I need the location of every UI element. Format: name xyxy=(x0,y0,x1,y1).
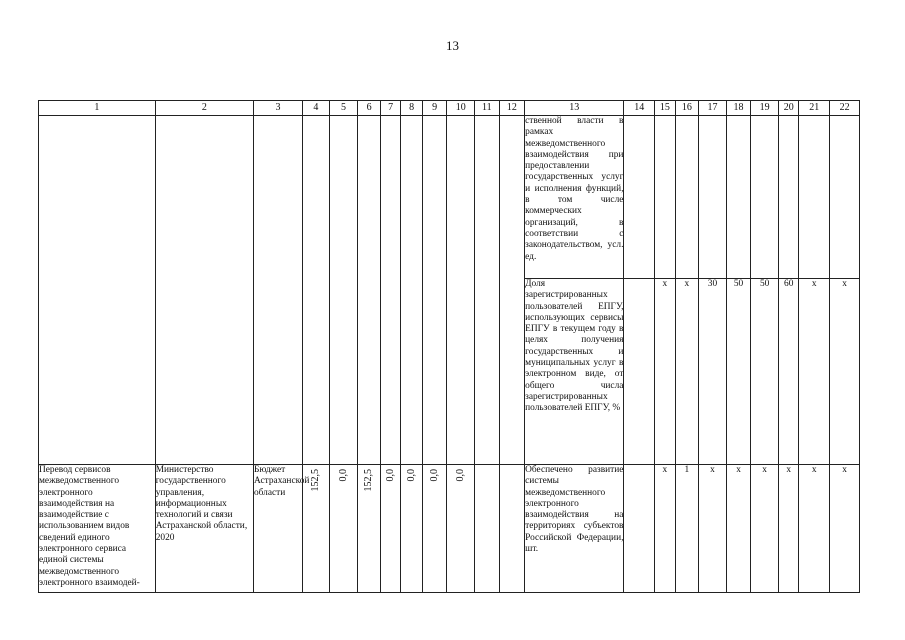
table-row xyxy=(39,116,860,279)
col-header: 3 xyxy=(253,101,302,116)
value-cell: x xyxy=(799,465,830,593)
cell-empty xyxy=(675,116,699,279)
col-header: 4 xyxy=(303,101,330,116)
value-cell: 1 xyxy=(675,465,699,593)
value-cell: x xyxy=(830,465,860,593)
cell-empty xyxy=(475,116,500,465)
cell-empty xyxy=(778,116,798,279)
cell-empty xyxy=(624,116,655,279)
amount-value: 0,0 xyxy=(405,469,417,482)
cell-empty xyxy=(447,116,475,465)
col-header: 15 xyxy=(655,101,675,116)
col-header: 2 xyxy=(155,101,253,116)
value-cell: 50 xyxy=(726,279,751,465)
amount-value: 0,0 xyxy=(428,469,440,482)
value-cell: 30 xyxy=(699,279,727,465)
header-row xyxy=(39,101,860,116)
col-header: 12 xyxy=(499,101,525,116)
col-header: 22 xyxy=(830,101,860,116)
amount-value: 0,0 xyxy=(455,469,467,482)
amount-value: 152,5 xyxy=(363,469,375,492)
value-cell: x xyxy=(778,465,798,593)
value-cell: x xyxy=(675,279,699,465)
amount-cell xyxy=(358,465,381,593)
value-cell: x xyxy=(655,279,675,465)
event-name-cell: Перевод сервисов межведомственного электронного взаимодействия на взаимодействие с использованием видов сведений единого электронного сервиса единой системы межведомственного электронного взаимодей- xyxy=(39,465,156,593)
col-header: 9 xyxy=(422,101,447,116)
amount-value: 0,0 xyxy=(384,469,396,482)
col-header: 7 xyxy=(380,101,400,116)
cell-empty xyxy=(499,465,525,593)
amount-value: 0,0 xyxy=(337,469,349,482)
cell-empty xyxy=(401,116,422,465)
col-header: 11 xyxy=(475,101,500,116)
col-header: 13 xyxy=(525,101,624,116)
cell-empty xyxy=(358,116,381,465)
col-header: 18 xyxy=(726,101,751,116)
indicator-cell: Доля зарегистрированных пользователей ЕПГУ, использующих сервисы ЕПГУ в текущем году в целях получения государственных и муниципальных услуг в электронном виде, от общего числа зарегистрированных пользователей ЕПГУ, % xyxy=(525,279,624,465)
value-cell xyxy=(624,279,655,465)
value-cell: x xyxy=(655,465,675,593)
cell-empty xyxy=(726,116,751,279)
cell-empty xyxy=(799,116,830,279)
amount-cell xyxy=(401,465,422,593)
cell-empty xyxy=(329,116,358,465)
col-header: 14 xyxy=(624,101,655,116)
cell-empty xyxy=(475,465,500,593)
col-header: 20 xyxy=(778,101,798,116)
value-cell: x xyxy=(830,279,860,465)
col-header: 21 xyxy=(799,101,830,116)
col-header: 1 xyxy=(39,101,156,116)
col-header: 10 xyxy=(447,101,475,116)
indicator-cell: ственной власти в рамках межведомственного взаимодействия при предоставлении государственных услуг и исполнения функций, в том числе коммерческих организаций, в соответствии с законодательством, усл. ед. xyxy=(525,116,624,279)
value-cell: 50 xyxy=(751,279,779,465)
funding-source-cell: Бюджет Астраханской области xyxy=(253,465,302,593)
cell-empty xyxy=(751,116,779,279)
amount-value: 152,5 xyxy=(310,469,322,492)
cell-empty xyxy=(699,116,727,279)
col-header: 19 xyxy=(751,101,779,116)
cell-empty xyxy=(830,116,860,279)
col-header: 8 xyxy=(401,101,422,116)
value-cell: x xyxy=(799,279,830,465)
value-cell: 60 xyxy=(778,279,798,465)
col-header: 16 xyxy=(675,101,699,116)
value-cell xyxy=(624,465,655,593)
amount-cell xyxy=(380,465,400,593)
cell-empty xyxy=(39,116,156,465)
value-cell: x xyxy=(751,465,779,593)
amount-cell xyxy=(329,465,358,593)
table-row xyxy=(39,465,860,593)
value-cell: x xyxy=(726,465,751,593)
indicator-cell: Обеспечено развитие системы межведомственного электронного взаимодействия на территориях субъектов Российской Федерации, шт. xyxy=(525,465,624,593)
cell-empty xyxy=(499,116,525,465)
page-number: 13 xyxy=(446,38,459,53)
cell-empty xyxy=(303,116,330,465)
amount-cell xyxy=(422,465,447,593)
cell-empty xyxy=(155,116,253,465)
amount-cell xyxy=(447,465,475,593)
col-header: 5 xyxy=(329,101,358,116)
cell-empty xyxy=(422,116,447,465)
col-header: 17 xyxy=(699,101,727,116)
executor-cell: Министерство государственного управления, информационных технологий и связи Астраханской области, 2020 xyxy=(155,465,253,593)
cell-empty xyxy=(655,116,675,279)
col-header: 6 xyxy=(358,101,381,116)
value-cell: x xyxy=(699,465,727,593)
cell-empty xyxy=(380,116,400,465)
program-table xyxy=(38,100,860,593)
cell-empty xyxy=(253,116,302,465)
